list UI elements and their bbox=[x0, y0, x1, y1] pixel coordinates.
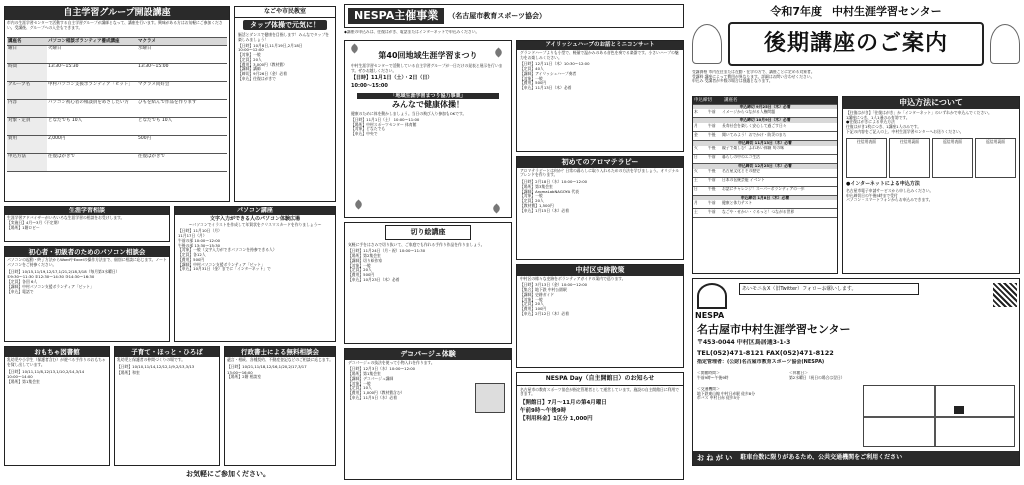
pc-detail-line: 午前の部 10:00～12:00 bbox=[178, 237, 221, 243]
parenting-title: 子育て・ほっと・ひろば bbox=[115, 347, 219, 357]
group-course-box bbox=[4, 6, 230, 202]
health-text: 健康のために体を動かしましょう。当日の飛び入り参加もOKです。 bbox=[351, 111, 467, 117]
tap-detail-line: 【定員】20人 bbox=[238, 56, 262, 62]
history-detail-line: 【費用】100円 bbox=[520, 306, 547, 312]
footer-bar bbox=[693, 451, 1019, 465]
decopage-detail-line: 【定員】10人 bbox=[348, 385, 372, 391]
toy-library-text: 乳幼児や小学生（保護者含む）が遊べる手作りのおもちゃを貸し出しています。 bbox=[7, 357, 106, 367]
schedule-cell: 午後 bbox=[708, 186, 716, 192]
table-cell: グループ名 bbox=[7, 82, 47, 99]
tap-text: 脳活とダンスで健康を目指します！みんなでタップを楽しみましょう！ bbox=[238, 32, 330, 42]
schedule-cell: 午前 bbox=[708, 200, 716, 205]
net-line: 名古屋市電子申請サービスから申し込みください。 bbox=[846, 187, 934, 193]
postcard-label: 返信用表面 bbox=[943, 138, 962, 144]
toy-library-place: 【場所】第1集会室 bbox=[7, 379, 40, 385]
toy-library-time: 10:00～14:00 bbox=[7, 374, 33, 380]
group-course-intro: 市内の生涯学習センターで活動する自主学習グループが講師となって、講座を行います。興味がある方はお気軽にご参加ください。受講後、グループへの入会もできます。 bbox=[7, 20, 223, 30]
net-title: ●インターネットによる申込方法 bbox=[846, 180, 920, 187]
table-cell: 時間 bbox=[7, 64, 47, 81]
aroma-detail-line: 【定員】20人 bbox=[520, 198, 544, 204]
guide-year: 令和7年度 bbox=[770, 5, 823, 19]
schedule-cell: 土 bbox=[694, 177, 698, 183]
postcard-label: 往信用表面 bbox=[857, 138, 876, 144]
guide-notes bbox=[692, 70, 1020, 92]
table-cell: 中村パソコン支援ボランティア「ビット」 bbox=[48, 82, 133, 88]
table-cell: 13:30～15:30 bbox=[48, 64, 79, 70]
parenting-text: 乳幼児と保護者の仲間づくりの場です。 bbox=[117, 357, 186, 363]
citizen-class-box bbox=[234, 6, 336, 202]
postcard-label: 往信用裏面 bbox=[900, 138, 919, 144]
nespa-logo: NESPA bbox=[695, 311, 725, 320]
history-box bbox=[516, 264, 684, 368]
schedule-cell: 午前 bbox=[708, 177, 716, 183]
center-manager: 指定管理者：(公財)名古屋市教育スポーツ協会(NESPA) bbox=[697, 359, 825, 365]
right-panel bbox=[688, 0, 1024, 485]
apply-line: ●往復はがきによる申込方法 bbox=[846, 119, 895, 125]
apply-title: 申込方法について bbox=[843, 97, 1019, 109]
cutout-detail-line: 【場所】第2集会室 bbox=[348, 253, 381, 259]
health-sub: 「地域生涯学習まつり協力事業」 bbox=[357, 93, 499, 99]
schedule-cell: 月 bbox=[694, 123, 698, 128]
aroma-detail-line: 【日時】2月18日（水）10:00～12:00 bbox=[520, 179, 588, 185]
study-consult-date: 【実施日】4月～3月（不定期） bbox=[7, 220, 62, 226]
pc-detail-line: 【定員】各12人 bbox=[178, 252, 206, 258]
pc-help-dates: 【日時】10/15,11/19,12/17,1/21,2/18,3/18（毎月第3水曜日） bbox=[7, 268, 120, 274]
nespa-note: ◆講座の申込みは、往復はがき、電話またはインターネットで申込みください。 bbox=[344, 30, 480, 34]
net-line: パソコン・スマートフォンからお申込みできます。 bbox=[846, 197, 933, 203]
center-name: 名古屋市中村生涯学習センター bbox=[697, 323, 851, 336]
legal-consult-place: 【場所】2階 相談室 bbox=[227, 374, 261, 380]
cutout-detail-line: 【申込】10月23日（木）必着 bbox=[348, 276, 400, 282]
hours-block bbox=[697, 371, 787, 380]
table-header-row bbox=[7, 38, 227, 46]
guide-note-line: 受講資格 市内在住または在勤・在学の方で、講座ごとに定める対象者。 bbox=[692, 70, 815, 74]
history-text: 中村区の様々な史跡をボランティアガイドの案内で巡ります。 bbox=[520, 275, 626, 281]
decopage-detail-line: 【対象】一般 bbox=[348, 380, 371, 386]
pc-help-title: 初心者・初級者のためのパソコン相談会 bbox=[5, 247, 169, 257]
guide-center: 中村生涯学習センター bbox=[832, 5, 942, 19]
decopage-detail-line: 【講師】デコパージュ講師 bbox=[348, 375, 394, 381]
pc-help-fee: 【定員】各回 6人 bbox=[7, 279, 38, 285]
access-title: ＜交通機関＞ bbox=[697, 387, 720, 391]
leaf-icon bbox=[492, 204, 502, 214]
contact-box bbox=[692, 278, 1020, 466]
history-title: 中村区史跡散策 bbox=[517, 265, 683, 276]
schedule-cell: 日 bbox=[694, 186, 698, 192]
footer-text: 駐車台数に限りがあるため、公共交通機関をご利用ください bbox=[740, 454, 903, 462]
tap-detail-line: 【日時】10月8日,11月19日,2月18日 bbox=[238, 42, 303, 48]
table-row bbox=[7, 64, 227, 82]
decopage-text: デコパージュの技法を使って小物入れを作ります。 bbox=[348, 359, 435, 365]
harp-detail-line: 【費用】500円 bbox=[520, 80, 547, 86]
schedule-cell: 健康と体力テスト bbox=[722, 200, 753, 205]
access-lines bbox=[697, 392, 847, 401]
parenting-dates: 【日時】10/10,11/14,12/12,1/9,2/13,3/13 bbox=[117, 363, 195, 369]
table-cell: 往復はがきで bbox=[48, 154, 75, 160]
pc-detail-line: 11月17日（月） bbox=[178, 233, 207, 239]
guide-title: 後期講座のご案内 bbox=[763, 31, 948, 57]
schedule-deadline: 申込締切 9月25日（木）必着 bbox=[693, 105, 837, 110]
nespa-logo-icon bbox=[697, 283, 727, 309]
legal-consult-text: 遺言・相続、各種契約、不動産登記などのご相談に応じます。 bbox=[227, 357, 334, 363]
schedule-cell: お話にチャレンジ！スーパーボランティアの一歩 bbox=[722, 186, 805, 192]
nespa-org: （名古屋市教育スポーツ協会） bbox=[448, 11, 546, 20]
tap-detail-line: 10:00～12:00 bbox=[238, 47, 264, 53]
closed-title: ＜休館日＞ bbox=[789, 371, 808, 375]
pc-course-title: パソコン講座 bbox=[175, 207, 335, 215]
guide-note-line: 受講料 講座によって費用が異なります。詳細はお問い合わせください。 bbox=[692, 73, 815, 79]
middle-panel bbox=[344, 0, 684, 485]
guide-header bbox=[688, 4, 1024, 20]
cutout-details bbox=[345, 248, 511, 283]
guide-title-frame bbox=[728, 22, 984, 66]
decopage-box bbox=[344, 348, 512, 480]
schedule-cell: 火 bbox=[694, 145, 698, 151]
festival-title: 第40回地域生涯学習まつり bbox=[378, 51, 478, 60]
legal-consult-box bbox=[224, 346, 336, 466]
tap-detail-line: 【費用】3,000円（教材費） bbox=[238, 61, 287, 67]
footer-head: お ね が い bbox=[697, 453, 733, 462]
table-row bbox=[7, 100, 227, 118]
harp-title: アイリッシュハープのお話とミニコンサート bbox=[517, 41, 683, 50]
schedule-row bbox=[693, 178, 837, 187]
apply-line: 1講座につき、1人1通のみ有効です。 bbox=[846, 114, 910, 120]
festival-time: 10:00～15:00 bbox=[351, 82, 388, 89]
mascot-icon bbox=[990, 24, 1020, 64]
pc-detail-line: 【講師】中村パソコン支援ボランティア「ビット」 bbox=[178, 261, 265, 267]
aroma-box bbox=[516, 156, 684, 260]
pc-course-sub2: ～パソコンでイラストを作成して年賀状をクリスマスカードを作りましょう～ bbox=[188, 221, 322, 227]
apply-cards bbox=[843, 137, 1019, 179]
tap-detail-line: 【申込】往復はがきで bbox=[238, 75, 276, 81]
harp-detail-line: 【講師】アイリッシュハープ奏者 bbox=[520, 70, 577, 76]
study-consult-place: 【場所】1階ロビー bbox=[7, 224, 40, 230]
harp-detail-line: 【申込】11月13日（木）必着 bbox=[520, 85, 572, 91]
cutout-detail-line: 【対象】一般 bbox=[348, 262, 371, 268]
schedule-deadline: 申込締切 10月9日（木）必着 bbox=[693, 118, 837, 123]
citizen-class-title: なごや市民教室 bbox=[235, 7, 335, 18]
aroma-detail-line: 【対象】一般 bbox=[520, 193, 543, 199]
harp-box bbox=[516, 40, 684, 152]
schedule-cell: 日本の伝統芸能 イベント bbox=[722, 177, 765, 183]
toy-library-dates: 【日時】10/11,11/8,12/13,1/10,2/14,3/14 bbox=[7, 368, 85, 374]
nespa-day-text: 名古屋市の教育スポーツ協会が指定管理者として運営しています。施設の自主開館日に利用できます。 bbox=[520, 386, 680, 397]
schedule-deadline: 申込締切 1月8日（木）必着 bbox=[693, 196, 837, 201]
center-tel: TEL(052)471-8121 FAX(052)471-8122 bbox=[697, 349, 834, 357]
access-line: 市バス 中村日赤 徒歩5分 bbox=[697, 395, 740, 401]
health-target: 【対象】どなたでも bbox=[351, 126, 386, 132]
study-consult-box bbox=[4, 206, 170, 242]
festival-date: 【日時】11月1日（土）・2日（日） bbox=[351, 75, 433, 82]
pc-course-details bbox=[175, 227, 335, 274]
group-course-title: 自主学習グループ開設講座 bbox=[5, 7, 229, 20]
pc-help-box bbox=[4, 246, 170, 342]
bottom-message: お気軽にご参加ください。 bbox=[186, 470, 270, 478]
nespa-day-time: 午前9時～午後9時 bbox=[520, 407, 567, 414]
harp-detail-line: 【日時】12月11日（木）10:30～12:00 bbox=[520, 61, 590, 67]
history-details bbox=[517, 282, 683, 317]
harp-detail-line: 【定員】40人 bbox=[520, 66, 544, 72]
aroma-detail-line: 【場所】第3集会室 bbox=[520, 183, 553, 189]
decopage-detail-line: 【日時】12月3日（水）10:00～12:00 bbox=[348, 366, 416, 372]
table-cell: どなたでも 10人 bbox=[138, 118, 173, 124]
pc-detail-line: 【日時】11月10日（月） bbox=[178, 228, 222, 234]
schedule-table bbox=[692, 96, 838, 274]
nespa-day-title: NESPA Day（自主開館日）のお知らせ bbox=[517, 373, 683, 386]
closed-value: 第2水曜日（祝日の場合は翌日） bbox=[789, 374, 845, 380]
decopage-detail-line: 【場所】第1集会室 bbox=[348, 371, 381, 377]
legal-consult-title: 行政書士による無料相談会 bbox=[225, 347, 335, 357]
aroma-detail-line: 【教材費】1,500円 bbox=[520, 202, 554, 208]
pc-detail-line: 【対象】一般（文字入力ができパソコンを持参できる人） bbox=[178, 247, 277, 253]
access-map bbox=[863, 385, 1015, 447]
schedule-cell: 名古屋文化とその歴史 bbox=[722, 168, 760, 174]
parenting-box bbox=[114, 346, 220, 466]
schedule-cell: 長寿社会を楽しく安心して過ごす日々 bbox=[722, 123, 787, 128]
decopage-title: デコパージュ体験 bbox=[345, 349, 511, 360]
decopage-detail-line: 【費用】1,000円（教材費含む） bbox=[348, 390, 405, 396]
cutout-detail-line: 【定員】20人 bbox=[348, 267, 372, 273]
postcard-sample bbox=[932, 138, 973, 178]
postcard-sample bbox=[846, 138, 887, 178]
schedule-header-cell: 申込締切 bbox=[694, 97, 712, 103]
study-consult-text: 生涯学習アドバイザーがいろいろな生涯学習の相談をお受けします。 bbox=[7, 214, 125, 220]
health-date: 【日時】11月1日（土） 10:00～11:00 bbox=[351, 116, 420, 122]
table-cell: パソコン初心者の相談員をめざしたい方 bbox=[48, 100, 129, 106]
schedule-row bbox=[693, 209, 837, 218]
festival-box bbox=[344, 40, 512, 218]
schedule-deadline: 申込締切 12月25日（木）必着 bbox=[693, 164, 837, 169]
pc-detail-line: 【費用】500円 bbox=[178, 256, 205, 262]
schedule-cell: 月 bbox=[694, 200, 698, 205]
apply-box bbox=[842, 96, 1020, 274]
nespa-day-fee: 【利用料金】1区分 1,000円 bbox=[520, 415, 593, 422]
schedule-cell: イメージからつながる人権問題 bbox=[722, 109, 776, 114]
aroma-text: アロマテラピーとは何か？日常の暮らしに取り入れるための方法を学びましょう。オリジナルブレンドを作ります。 bbox=[520, 167, 680, 178]
cutout-title: 切り絵講座 bbox=[385, 225, 471, 240]
table-cell: 2,000円 bbox=[48, 136, 66, 142]
cutout-detail-line: 【講師】切り絵作家 bbox=[348, 257, 383, 263]
mascot-icon bbox=[692, 24, 722, 64]
history-detail-line: 【日時】3月13日（金）10:00～12:00 bbox=[520, 282, 588, 288]
table-header-cell: マクラメ bbox=[138, 38, 156, 44]
table-row bbox=[7, 46, 227, 64]
table-cell: 500円 bbox=[138, 136, 152, 142]
schedule-cell: 午前 bbox=[708, 123, 716, 128]
postcard-sample bbox=[889, 138, 930, 178]
table-cell: 費用 bbox=[7, 136, 47, 153]
table-cell: 13:30～15:00 bbox=[138, 64, 169, 70]
group-course-table bbox=[7, 37, 227, 172]
harp-details bbox=[517, 61, 683, 91]
table-cell: ひもを結んで作品を作ります bbox=[138, 100, 197, 106]
schedule-cell: 日 bbox=[694, 154, 698, 160]
table-row bbox=[7, 82, 227, 100]
table-cell: 火曜日 bbox=[48, 46, 62, 52]
study-consult-title: 生涯学習相談 bbox=[5, 207, 169, 215]
health-place: 【場所】中村スポーツセンター 体育館 bbox=[351, 121, 417, 127]
sns-box[interactable]: あいモニ＆X（旧Twitter）フォローお願いします。 bbox=[739, 283, 919, 295]
tap-details bbox=[235, 44, 335, 82]
schedule-cell: 午前 bbox=[708, 154, 716, 160]
schedule-cell: なごや・せかい・ぐるっと！つながる世界 bbox=[722, 209, 795, 214]
harp-text: グランドハープよりも小型で、軽量で温かみのある音色を奏でる楽器です。小さいハープの魅力をお楽しみください。 bbox=[520, 49, 679, 60]
net-lines bbox=[843, 189, 1019, 203]
pc-help-group: 【講師】中村パソコン支援ボランティア「ビット」 bbox=[7, 283, 94, 289]
table-cell: 内容 bbox=[7, 100, 47, 117]
net-line: 申込締切日の午後5時まで受付 bbox=[846, 192, 898, 198]
schedule-cell: 聞いてみよう！おでかけ・防災のまち bbox=[722, 132, 787, 137]
schedule-cell: 午後 bbox=[708, 132, 716, 137]
health-title: みんなで健康体操！ bbox=[392, 100, 464, 110]
schedule-cell: 暮らしの中のエコ生活 bbox=[722, 154, 760, 160]
leaf-icon bbox=[354, 200, 364, 210]
pc-detail-line: 午後の部 13:30～15:30 bbox=[178, 242, 221, 248]
table-cell: 対象・定員 bbox=[7, 118, 47, 135]
left-panel bbox=[0, 0, 340, 485]
postcard-label: 返信用裏面 bbox=[986, 138, 1005, 144]
decopage-detail-line: 【申込】11月5日（水）必着 bbox=[348, 394, 398, 400]
table-cell: マクラメ同好会 bbox=[138, 82, 170, 88]
guide-note-line: 申込み 受講者が多数の場合は抽選となります。 bbox=[692, 78, 773, 84]
hours-value: 午前9時～午後9時 bbox=[697, 374, 729, 380]
schedule-header-cell: 講座名 bbox=[724, 97, 738, 103]
table-cell: 申込方法 bbox=[7, 154, 47, 171]
history-detail-line: 【定員】20人 bbox=[520, 301, 544, 307]
aroma-details bbox=[517, 179, 683, 214]
history-detail-line: 【講師】史跡ガイド bbox=[520, 291, 555, 297]
festival-text: 中村生涯学習センターで活動している自主学習グループが一日だけの発表と展示を行います。ぜひお越しください。 bbox=[351, 63, 503, 73]
schedule-cell: 午後 bbox=[708, 145, 716, 151]
closed-block bbox=[789, 371, 929, 380]
aroma-title: 初めてのアロマテラピー bbox=[517, 157, 683, 168]
schedule-cell: 午前 bbox=[708, 209, 716, 214]
schedule-deadline: 申込締切 11月13日（木）必着 bbox=[693, 141, 837, 146]
cutout-detail-line: 【費用】500円 bbox=[348, 272, 375, 278]
table-header-cell: 講座名 bbox=[8, 38, 22, 44]
nespa-day-open: 【開館日】7月～11月の第4月曜日 bbox=[520, 399, 607, 406]
schedule-cell: 金 bbox=[694, 132, 698, 137]
pc-detail-line: 【申込】10月31日（金）までに「インターネット」で bbox=[178, 266, 271, 272]
hours-title: ＜開館時間＞ bbox=[697, 371, 720, 375]
parenting-place: 【場所】和室 bbox=[117, 369, 140, 375]
access-line: 地下鉄東山線 中村日赤駅 徒歩8分 bbox=[697, 390, 755, 396]
schedule-cell: 午前 bbox=[708, 109, 716, 114]
table-cell: 曜日 bbox=[7, 46, 47, 63]
health-apply: 【申込】中央で bbox=[351, 131, 378, 137]
qr-code-icon bbox=[993, 283, 1017, 307]
apply-line: 下記の内容をご記入の上、中村生涯学習センターへお送りください。 bbox=[846, 128, 964, 134]
tap-title: タップ体操で元気に！ bbox=[243, 20, 327, 31]
history-detail-line: 【集合】地下鉄 中村公園駅 bbox=[520, 287, 567, 293]
access-block bbox=[697, 387, 847, 401]
table-cell: 水曜日 bbox=[138, 46, 152, 52]
decopage-photo bbox=[475, 383, 505, 413]
pc-help-text: パソコンの起動・終了方法からWordやExcelの操作方法まで、個別に相談に応じます。ノートパソコンをご持参ください。 bbox=[7, 257, 167, 267]
aroma-detail-line: 【講師】AromaLabNAGOYA 代表 bbox=[520, 188, 579, 194]
schedule-row bbox=[693, 123, 837, 132]
tap-detail-line: 【講師】講師 bbox=[238, 66, 261, 72]
schedule-cell: 親子で楽しむ！ふれあい体験 旬の味 bbox=[722, 145, 784, 151]
center-marker-icon bbox=[954, 406, 964, 414]
toy-library-box bbox=[4, 346, 110, 466]
cutout-box bbox=[344, 222, 512, 344]
tap-detail-line: 【対象】一般 bbox=[238, 52, 261, 58]
table-row bbox=[7, 136, 227, 154]
cutout-text: 気軽に手をはさみで切り抜いて、ご家庭でも作れる手作り作品を作りましょう。 bbox=[348, 241, 485, 247]
aroma-detail-line: 【申込】1月15日（木）必着 bbox=[520, 207, 570, 213]
nespa-day-box bbox=[516, 372, 684, 480]
nespa-brand: NESPA主催事業 bbox=[348, 8, 444, 24]
pc-course-box bbox=[174, 206, 336, 342]
schedule-row bbox=[693, 146, 837, 155]
apply-line: 【往復はがき】「往復はがき」か「インターネット」のいずれかで申込んでください。 bbox=[846, 110, 992, 115]
schedule-cell: 木 bbox=[694, 109, 698, 114]
table-header-cell: パソコン相談ボランティア養成講座 bbox=[48, 38, 120, 44]
table-cell: 往復はがきで bbox=[138, 154, 165, 160]
nespa-header bbox=[344, 4, 684, 28]
table-row bbox=[7, 118, 227, 136]
cutout-detail-line: 【日時】11月24日（月・祝）10:00～11:30 bbox=[348, 248, 426, 254]
schedule-cell: 土 bbox=[694, 209, 698, 214]
history-detail-line: 【対象】一般 bbox=[520, 296, 543, 302]
table-cell: どなたでも 10人 bbox=[48, 118, 83, 124]
pc-help-time: ①9:30～11:30 ②12:30～14:30 ③14:30～16:30 bbox=[7, 274, 95, 280]
table-row bbox=[7, 154, 227, 172]
postcard-sample bbox=[975, 138, 1016, 178]
harp-detail-line: 【対象】一般 bbox=[520, 75, 543, 81]
schedule-cell: 午後 bbox=[708, 168, 716, 174]
toy-library-title: おもちゃ図書館 bbox=[5, 347, 109, 357]
legal-consult-time: 13:00～16:00 bbox=[227, 369, 253, 375]
schedule-row bbox=[693, 200, 837, 209]
apply-line: 往復はがき1枚につき、1講座1人のみです。 bbox=[846, 124, 922, 130]
pc-help-apply: 【申込】電話で bbox=[7, 288, 34, 294]
tap-detail-line: 【締切】9月26日（金）必着 bbox=[238, 71, 288, 77]
schedule-cell: 火 bbox=[694, 168, 698, 174]
history-detail-line: 【申込】2月12日（木）必着 bbox=[520, 310, 570, 316]
pc-course-sub: 文字入力ができる人のパソコン体験広場 bbox=[210, 215, 300, 222]
center-address: 〒453-0044 中村区鳥居通3-1-3 bbox=[697, 339, 791, 346]
schedule-row bbox=[693, 169, 837, 178]
apply-lines bbox=[843, 109, 1019, 137]
legal-consult-dates: 【日時】10/21,11/18,12/16,1/20,2/17,3/17 bbox=[227, 363, 307, 369]
